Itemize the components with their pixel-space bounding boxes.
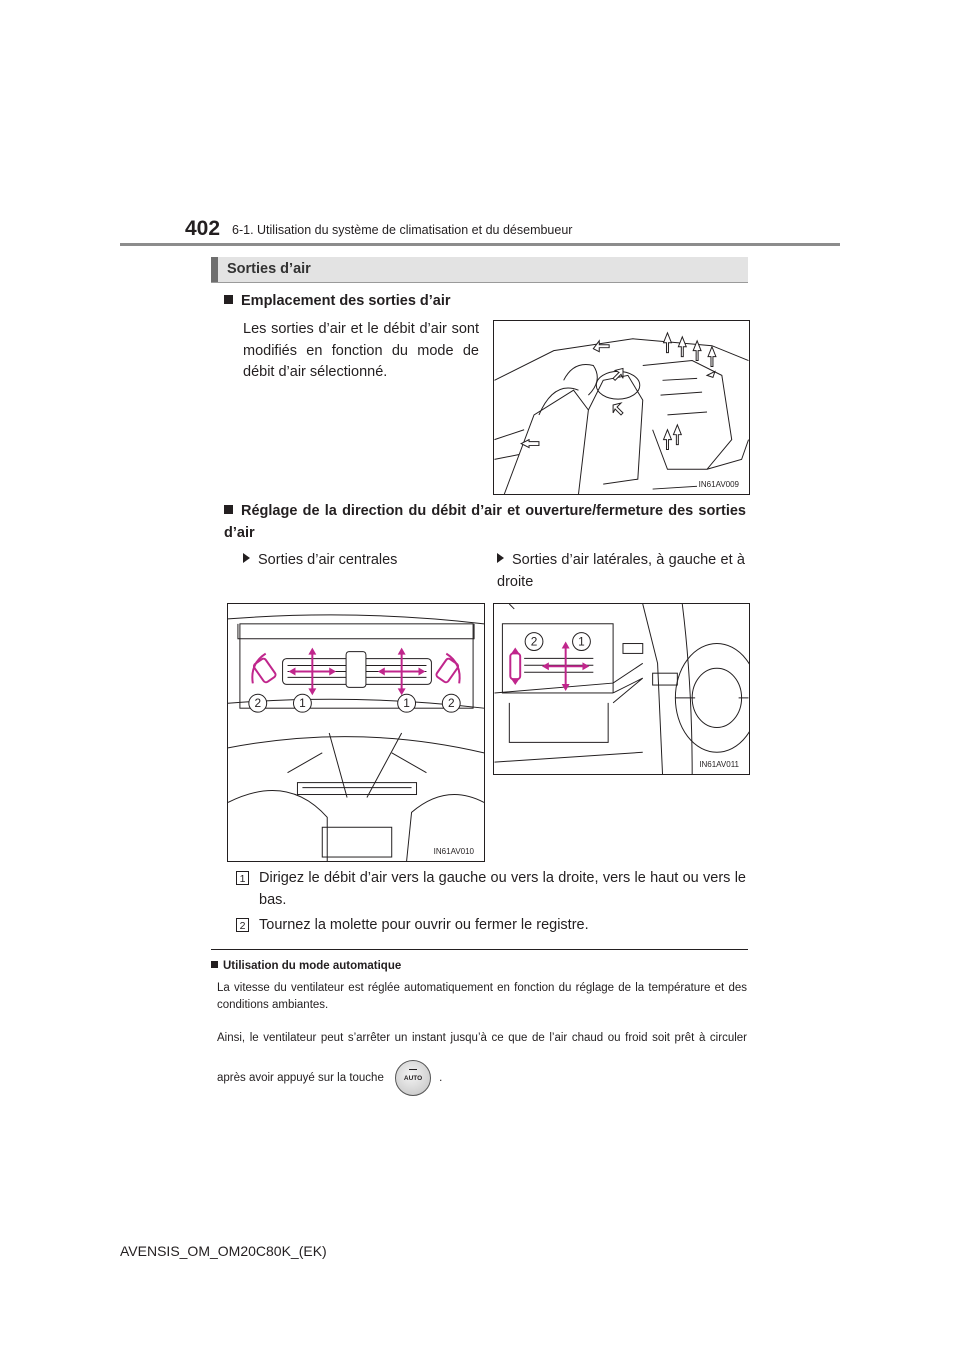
triangle-bullet-icon xyxy=(243,553,250,563)
side-outlets-label: Sorties d’air latérales, à gauche et à droite xyxy=(497,552,745,590)
callout-1: 1 xyxy=(578,634,585,649)
adjust-heading-row xyxy=(224,500,746,544)
adjust-heading: Réglage de la direction du débit d’air et ouverture/fermeture des sorties d’air xyxy=(224,503,746,541)
triangle-bullet-icon xyxy=(497,553,504,563)
auto-button-label: AUTO xyxy=(403,1074,423,1082)
central-vents-illustration xyxy=(228,604,484,861)
location-text: Les sorties d’air et le débit d’air sont modifiés en fonction du mode de débit d’air sélectionné. xyxy=(243,321,479,380)
auto-mode-heading: Utilisation du mode automatique xyxy=(223,960,402,972)
side-outlets-label-row xyxy=(497,550,745,593)
side-vents-illustration xyxy=(494,604,749,774)
chapter-title: 6-1. Utilisation du système de climatisation et du désembueur xyxy=(232,223,573,237)
car-interior-illustration xyxy=(494,321,749,494)
callout-1-right: 1 xyxy=(403,696,410,711)
legend-number-1: 1 xyxy=(236,871,249,885)
callout-2-left: 2 xyxy=(254,696,262,711)
central-outlets-label: Sorties d’air centrales xyxy=(258,552,398,568)
page-number: 402 xyxy=(185,217,221,240)
legend-text-1: Dirigez le débit d’air vers la gauche ou vers la droite, vers le haut ou vers le bas. xyxy=(259,870,746,908)
location-heading-row xyxy=(224,290,744,312)
figure-code: IN61AV011 xyxy=(699,760,739,769)
auto-mode-para1: La vitesse du ventilateur est réglée automatiquement en fonction du réglage de la température et des conditions ambiantes. xyxy=(217,982,747,1011)
auto-mode-para2-end: . xyxy=(439,1072,443,1084)
document-code: AVENSIS_OM_OM20C80K_(EK) xyxy=(120,1243,327,1259)
legend-item-1 xyxy=(236,868,746,911)
header-divider xyxy=(120,243,840,246)
legend-number-2: 2 xyxy=(236,918,249,932)
auto-mode-para2-text: Ainsi, le ventilateur peut s’arrêter un instant jusqu’à ce que de l’air chaud ou froid soit prêt à circuler après avoir appuyé sur la touche xyxy=(217,1032,747,1084)
callout-2: 2 xyxy=(530,634,538,649)
note-divider xyxy=(211,949,748,950)
legend-text-2: Tournez la molette pour ouvrir ou fermer le registre. xyxy=(259,917,589,933)
side-vents-figure xyxy=(493,603,750,775)
callout-1-left: 1 xyxy=(299,696,306,711)
figure-code: IN61AV010 xyxy=(433,847,474,856)
central-vents-figure xyxy=(227,603,485,862)
auto-mode-para2 xyxy=(217,1018,747,1098)
square-bullet-icon xyxy=(224,295,233,304)
square-bullet-icon xyxy=(211,961,218,968)
figure-code: IN61AV009 xyxy=(698,480,739,489)
section-divider xyxy=(211,282,748,283)
auto-mode-heading-row xyxy=(211,960,748,972)
section-title-bar xyxy=(211,257,748,282)
legend-item-2 xyxy=(236,915,746,937)
section-title: Sorties d’air xyxy=(227,261,311,277)
square-bullet-icon xyxy=(224,505,233,514)
auto-button-icon xyxy=(395,1060,431,1096)
location-heading: Emplacement des sorties d’air xyxy=(241,293,451,309)
central-outlets-label-row xyxy=(243,550,483,572)
air-outlets-location-figure xyxy=(493,320,750,495)
callout-2-right: 2 xyxy=(447,696,455,711)
